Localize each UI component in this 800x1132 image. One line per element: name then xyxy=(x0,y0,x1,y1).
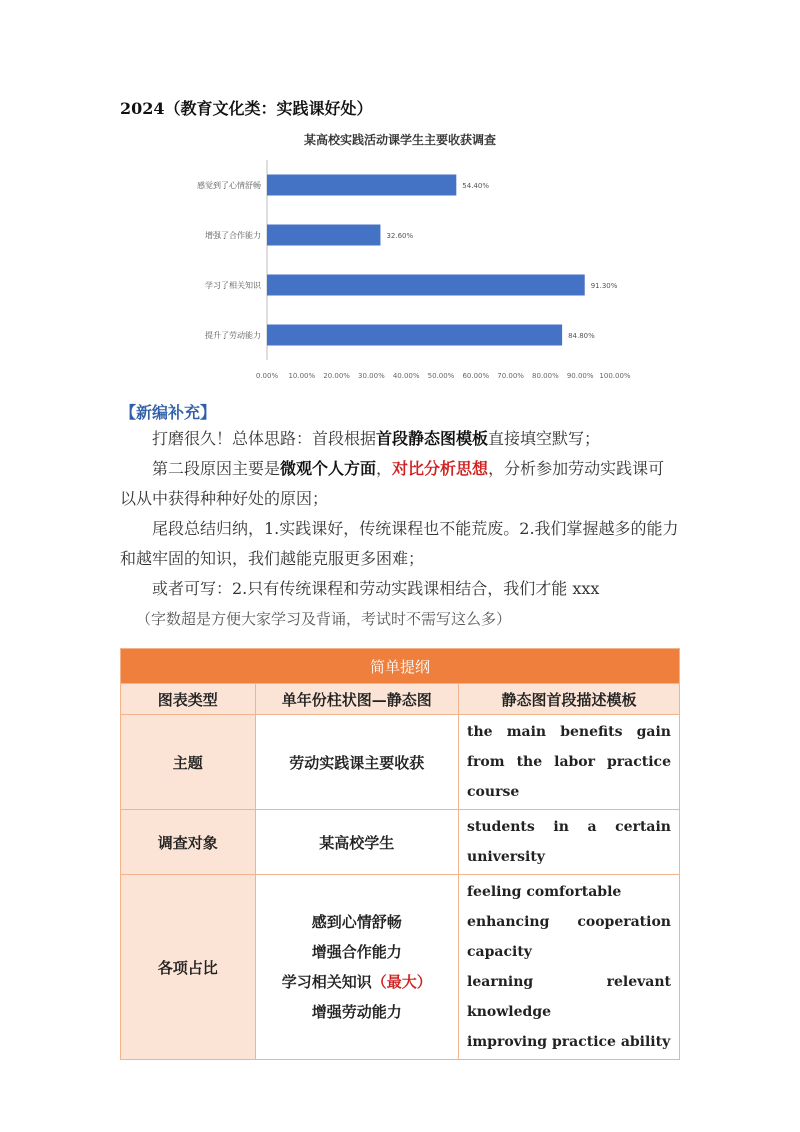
p2-emphasis: 微观个人方面 xyxy=(280,459,377,478)
x-tick-label-7: 70.00% xyxy=(497,372,524,380)
x-tick-label-8: 80.00% xyxy=(532,372,559,380)
supplement-title: 【新编补充】 xyxy=(120,403,217,422)
x-tick-label-2: 20.00% xyxy=(323,372,350,380)
share-en-4: improving practice ability xyxy=(467,1034,671,1050)
header-template: 静态图首段描述模板 xyxy=(459,684,680,715)
table-row xyxy=(121,810,680,875)
x-tick-label-10: 100.00% xyxy=(599,372,631,380)
share-item-3 xyxy=(257,967,458,997)
header-chart-kind: 单年份柱状图—静态图 xyxy=(255,684,459,715)
p2-comma: ， xyxy=(376,459,393,478)
value-label-2: 32.60% xyxy=(386,232,414,240)
table-title: 简单提纲 xyxy=(121,649,680,684)
value-label-4: 84.80% xyxy=(568,332,595,340)
p2-text-e: ，分析参加劳动实践课可以从中获得种种好处的原因； xyxy=(120,459,665,508)
row-share-en xyxy=(459,875,680,1060)
value-label-1: 54.40% xyxy=(462,182,490,190)
category-label-4: 提升了劳动能力 xyxy=(205,331,261,340)
page-heading: 2024（教育文化类：实践课好处） xyxy=(120,99,373,118)
value-label-3: 91.30% xyxy=(590,282,618,290)
share-item-4: 增强劳动能力 xyxy=(311,1003,402,1021)
row-subject-cn: 某高校学生 xyxy=(255,810,459,875)
paragraph-5-note: （字数超是方便大家学习及背诵，考试时不需写这么多） xyxy=(136,610,512,628)
table-row xyxy=(121,715,680,810)
row-label-topic: 主题 xyxy=(121,715,256,810)
x-tick-label-6: 60.00% xyxy=(462,372,490,380)
bar-1 xyxy=(267,175,456,196)
x-tick-label-0: 0.00% xyxy=(255,372,279,380)
share-item-1: 感到心情舒畅 xyxy=(311,913,402,931)
paragraph-3: 尾段总结归纳，1.实践课好，传统课程也不能荒废。2.我们掌握越多的能力和越牢固的知识，我们越能克服更多困难； xyxy=(120,519,679,568)
x-tick-label-5: 50.00% xyxy=(427,372,455,380)
p2-red-emphasis: 对比分析思想 xyxy=(392,459,489,478)
x-tick-label-1: 10.00% xyxy=(288,372,316,380)
p1-emphasis: 首段静态图模板 xyxy=(376,429,489,448)
category-label-3: 学习了相关知识 xyxy=(205,281,261,290)
share-en-2: enhancing cooperation capacity xyxy=(467,914,671,960)
p1-text-c: 直接填空默写； xyxy=(488,429,601,448)
row-label-share: 各项占比 xyxy=(121,875,256,1060)
bar-chart xyxy=(195,124,635,386)
share-item-2: 增强合作能力 xyxy=(311,943,402,961)
row-share-cn xyxy=(255,875,459,1060)
share-item-3-note: （最大） xyxy=(371,973,432,991)
x-tick-label-3: 30.00% xyxy=(358,372,385,380)
row-topic-cn: 劳动实践课主要收获 xyxy=(255,715,459,810)
bar-3 xyxy=(267,275,585,296)
paragraph-1 xyxy=(120,424,680,454)
bar-2 xyxy=(267,225,380,246)
chart-title: 某高校实践活动课学生主要收获调查 xyxy=(303,133,497,147)
row-topic-en: the main benefits gain from the labor practice course xyxy=(459,715,680,810)
outline-table xyxy=(120,648,680,1060)
p2-text-a: 第二段原因主要是 xyxy=(152,459,281,478)
table-row xyxy=(121,875,680,1060)
header-chart-type: 图表类型 xyxy=(121,684,256,715)
row-label-subject: 调查对象 xyxy=(121,810,256,875)
category-label-2: 增强了合作能力 xyxy=(205,231,261,240)
bar-4 xyxy=(267,325,562,346)
row-subject-en: students in a certain university xyxy=(459,810,680,875)
p1-text-a: 打磨很久！总体思路：首段根据 xyxy=(152,429,377,448)
x-tick-label-9: 90.00% xyxy=(566,372,594,380)
paragraph-4: 或者可写：2.只有传统课程和劳动实践课相结合，我们才能 xxx xyxy=(152,579,600,598)
category-label-1: 感觉到了心情舒畅 xyxy=(197,181,261,190)
share-en-1: feeling comfortable xyxy=(467,884,622,900)
paragraph-2 xyxy=(120,454,680,514)
x-tick-label-4: 40.00% xyxy=(392,372,420,380)
share-item-3-text: 学习相关知识 xyxy=(281,973,372,991)
share-en-3: learning relevant knowledge xyxy=(467,974,671,1020)
